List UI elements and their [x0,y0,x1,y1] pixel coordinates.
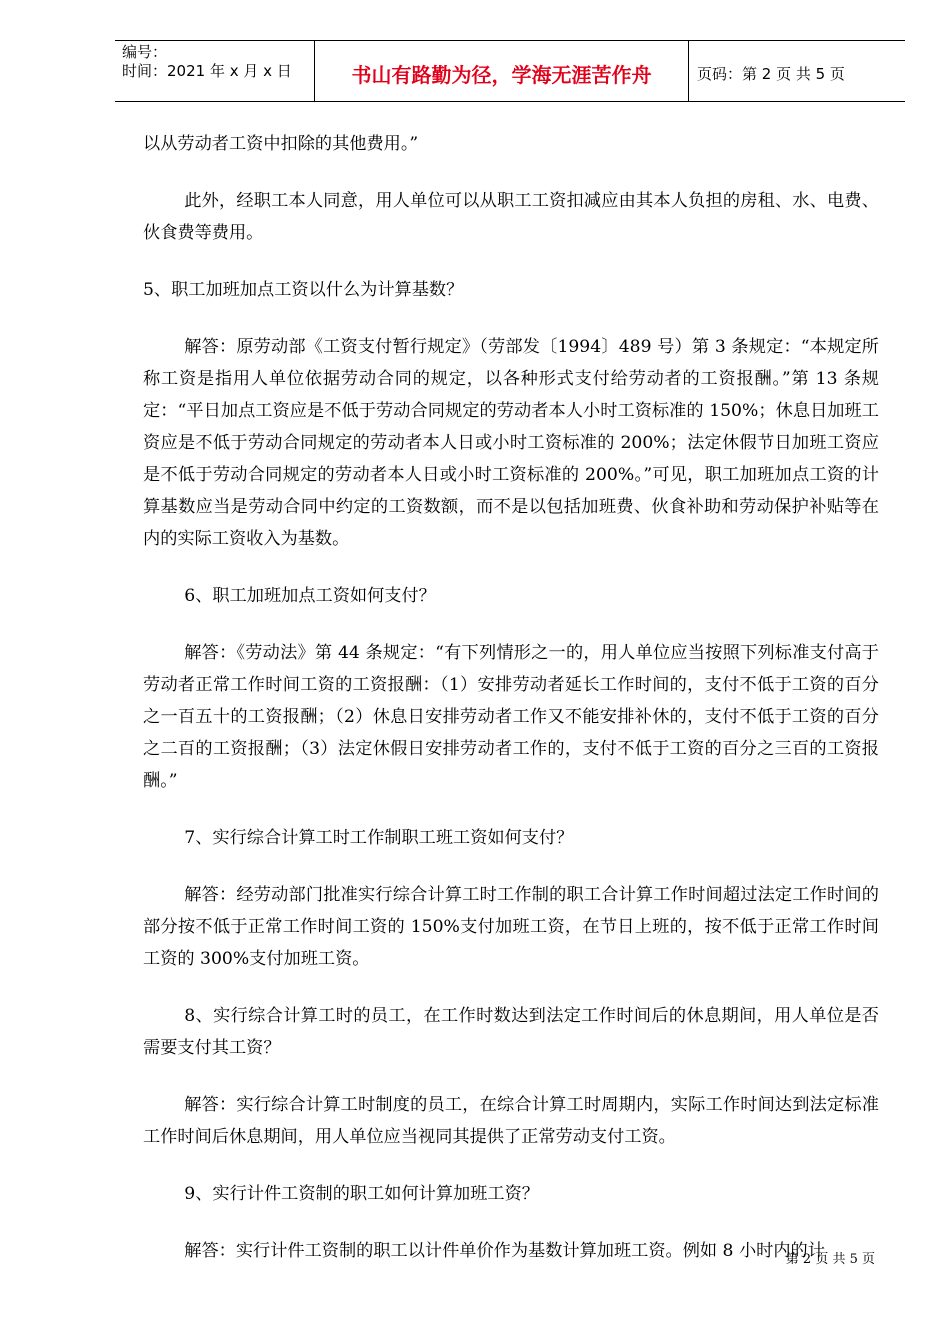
answer-5: 解答：原劳动部《工资支付暂行规定》（劳部发〔1994〕489 号）第 3 条规定：“本规定所称工资是指用人单位依据劳动合同的规定，以各种形式支付给劳动者的工资报酬。”第 13 条规定：“平日加点工资应是不低于劳动合同规定的劳动者本人小时工资标准的 150%；休息日加班工资应是不低于劳动合同规定的劳动者本人日或小时工资标准的 200%；法定休假节日加班工资应是不低于劳动合同规定的劳动者本人日或小时工资标准的 200%。”可见，职工加班加点工资的计算基数应当是劳动合同中约定的工资数额，而不是以包括加班费、伙食补助和劳动保护补贴等在内的实际工资收入为基数。 [143,337,879,549]
answer-6: 解答：《劳动法》第 44 条规定：“有下列情形之一的，用人单位应当按照下列标准支付高于劳动者正常工作时间工资的工资报酬：（1）安排劳动者延长工作时间的，支付不低于工资的百分之一百五十的工资报酬；（2）休息日安排劳动者工作又不能安排补休的，支付不低于工资的百分之二百的工资报酬；（3）法定休假日安排劳动者工作的，支付不低于工资的百分之三百的工资报酬。” [143,643,879,791]
time-label: 时间：2021 年 x 月 x 日 [122,62,292,80]
paragraph-continuation: 以从劳动者工资中扣除的其他费用。” [143,134,419,154]
paragraph: 此外，经职工本人同意，用人单位可以从职工工资扣减应由其本人负担的房租、水、电费、伙食费等费用。 [143,191,879,243]
answer-7: 解答：经劳动部门批准实行综合计算工时工作制的职工合计算工作时间超过法定工作时间的部分按不低于正常工作时间工资的 150%支付加班工资，在节日上班的，按不低于正常工作时间工资的 300%支付加班工资。 [143,885,879,969]
question-5: 5、职工加班加点工资以什么为计算基数？ [143,280,464,300]
question-8: 8、实行综合计算工时的员工，在工作时数达到法定工作时间后的休息期间，用人单位是否需要支付其工资？ [143,1006,879,1058]
header-page-number: 页码：第 2 页 共 5 页 [697,64,845,83]
header-meta [115,41,315,101]
serial-label: 编号： [122,43,168,61]
page-header [115,40,905,102]
header-motto: 书山有路勤为径，学海无涯苦作舟 [315,41,689,101]
page-footer: 第 2 页 共 5 页 [785,1252,875,1267]
answer-9: 解答：实行计件工资制的职工以计件单价作为基数计算加班工资。例如 8 小时内的计 [184,1241,825,1261]
question-6: 6、职工加班加点工资如何支付？ [184,586,436,606]
question-9: 9、实行计件工资制的职工如何计算加班工资？ [184,1184,539,1204]
answer-8: 解答：实行综合计算工时制度的员工，在综合计算工时周期内，实际工作时间达到法定标准工作时间后休息期间，用人单位应当视同其提供了正常劳动支付工资。 [143,1095,879,1147]
document-body [143,128,879,1292]
question-7: 7、实行综合计算工时工作制职工班工资如何支付？ [184,828,574,848]
